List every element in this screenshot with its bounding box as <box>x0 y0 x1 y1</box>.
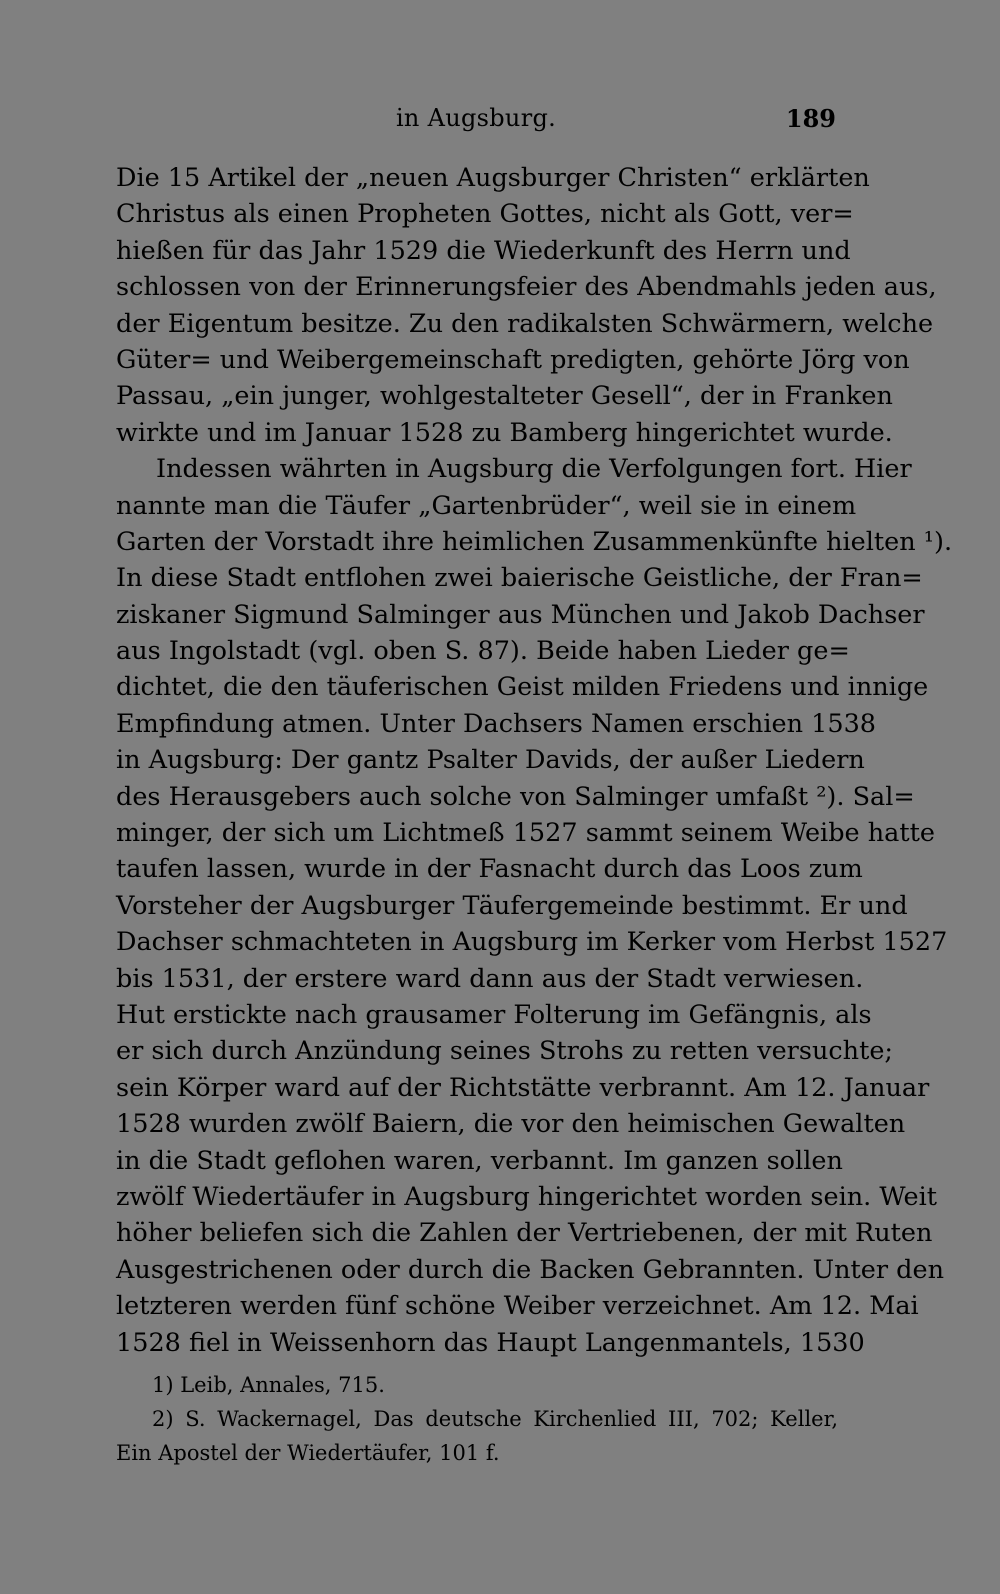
page-number: 189 <box>785 104 836 133</box>
text-line: wirkte und im Januar 1528 zu Bamberg hingerichtet wurde. <box>116 417 893 448</box>
footnote-1: 1) Leib, Annales, 715. <box>152 1373 385 1397</box>
text-line: Dachser schmachteten in Augsburg im Kerker vom Herbst 1527 <box>116 927 948 958</box>
text-line: letzteren werden fünf schöne Weiber verzeichnet. Am 12. Mai <box>116 1291 919 1322</box>
text-line: höher beliefen sich die Zahlen der Vertriebenen, der mit Ruten <box>116 1218 933 1249</box>
text-line: zwölf Wiedertäufer in Augsburg hingerichtet worden sein. Weit <box>116 1181 937 1212</box>
text-line: des Herausgebers auch solche von Salminger umfaßt ²). Sal= <box>116 781 915 812</box>
text-line: in die Stadt geflohen waren, verbannt. Im ganzen sollen <box>116 1145 843 1176</box>
footnote-2: 2) S. Wackernagel, Das deutsche Kirchenlied III, 702; Keller, <box>152 1407 838 1431</box>
text-line: sein Körper ward auf der Richtstätte verbrannt. Am 12. Januar <box>116 1072 930 1103</box>
text-line: taufen lassen, wurde in der Fasnacht durch das Loos zum <box>116 854 863 885</box>
text-line: ziskaner Sigmund Salminger aus München und Jakob Dachser <box>116 599 925 630</box>
text-line: Passau, „ein junger, wohlgestalteter Gesell“, der in Franken <box>116 381 893 412</box>
text-line: Empfindung atmen. Unter Dachsers Namen erschien 1538 <box>116 708 877 739</box>
footnotes <box>116 1368 838 1470</box>
text-line: schlossen von der Erinnerungsfeier des Abendmahls jeden aus, <box>116 272 937 303</box>
text-line: er sich durch Anzündung seines Strohs zu retten versuchte; <box>116 1036 894 1067</box>
body-text <box>116 160 953 1361</box>
running-head <box>116 104 836 136</box>
text-line: dichtet, die den täuferischen Geist milden Friedens und innige <box>116 672 929 703</box>
text-line: Die 15 Artikel der „neuen Augsburger Christen“ erklärten <box>116 163 870 193</box>
text-line: Ausgestrichenen oder durch die Backen Gebrannten. Unter den <box>116 1254 945 1285</box>
text-line: bis 1531, der erstere ward dann aus der Stadt verwiesen. <box>116 963 864 994</box>
text-line: minger, der sich um Lichtmeß 1527 sammt seinem Weibe hatte <box>116 818 935 849</box>
text-line: Indessen währten in Augsburg die Verfolgungen fort. Hier <box>156 454 912 485</box>
text-line: der Eigentum besitze. Zu den radikalsten Schwärmern, welche <box>116 308 934 339</box>
text-line: Güter= und Weibergemeinschaft predigten, gehörte Jörg von <box>116 344 910 375</box>
text-line: Garten der Vorstadt ihre heimlichen Zusammenkünfte hielten ¹). <box>116 526 953 557</box>
text-line: In diese Stadt entflohen zwei baierische Geistliche, der Fran= <box>116 563 923 594</box>
text-line: nannte man die Täufer „Gartenbrüder“, weil sie in einem <box>116 490 857 521</box>
text-line: Hut erstickte nach grausamer Folterung im Gefängnis, als <box>116 999 872 1030</box>
text-line: Christus als einen Propheten Gottes, nicht als Gott, ver= <box>116 199 854 230</box>
text-line: Vorsteher der Augsburger Täufergemeinde bestimmt. Er und <box>116 890 908 921</box>
footnote-2-continued: Ein Apostel der Wiedertäufer, 101 f. <box>116 1441 500 1465</box>
text-line: hießen für das Jahr 1529 die Wiederkunft des Herrn und <box>116 235 851 266</box>
text-line: 1528 wurden zwölf Baiern, die vor den heimischen Gewalten <box>116 1109 906 1140</box>
text-line: 1528 fiel in Weissenhorn das Haupt Langenmantels, 1530 <box>116 1327 865 1358</box>
text-line: aus Ingolstadt (vgl. oben S. 87). Beide haben Lieder ge= <box>116 636 850 667</box>
running-title: in Augsburg. <box>395 104 557 132</box>
text-line: in Augsburg: Der gantz Psalter Davids, der außer Liedern <box>116 745 865 776</box>
